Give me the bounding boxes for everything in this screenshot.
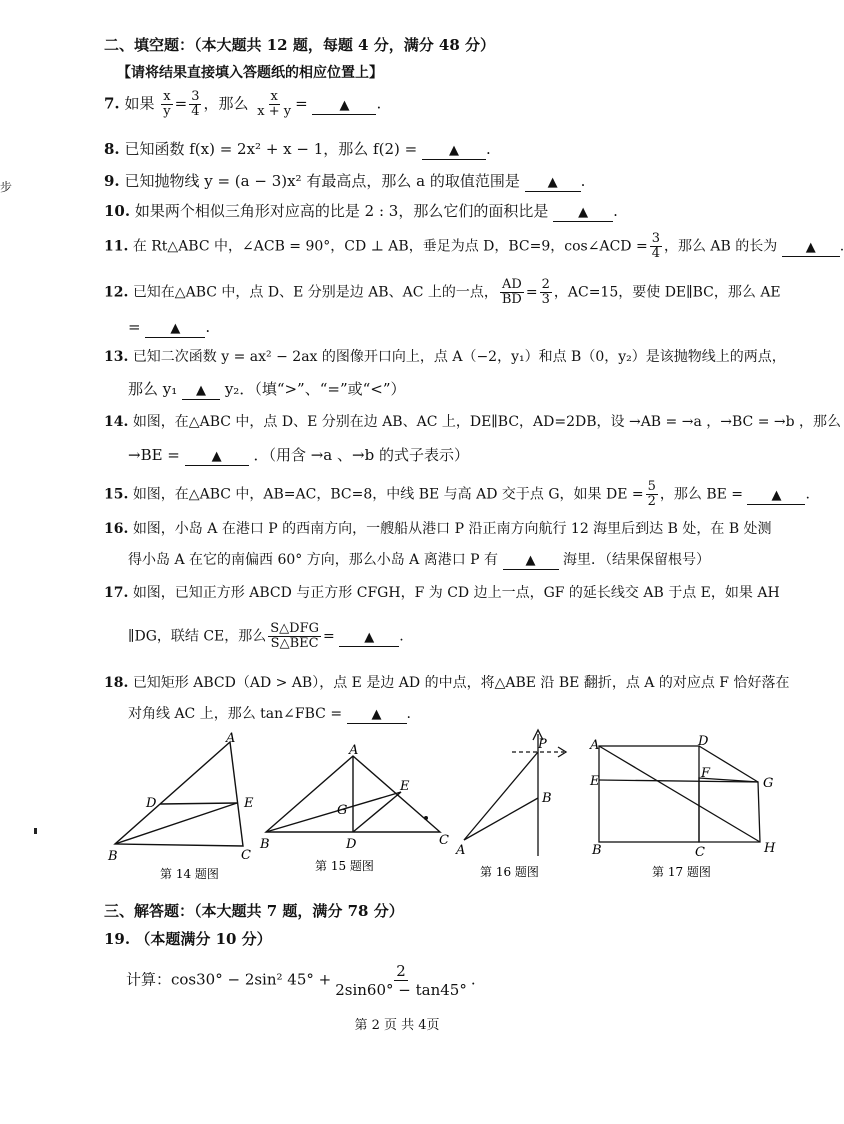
- question-10: 10. 如果两个相似三角形对应高的比是 2 : 3，那么它们的面积比是 ▲ .: [104, 202, 618, 220]
- question-9: 9. 已知抛物线 y = (a − 3)x² 有最高点，那么 a 的取值范围是 ▲ .: [104, 172, 586, 190]
- fig15-label-A: A: [349, 743, 359, 758]
- answer-blank-9[interactable]: ▲: [525, 173, 581, 192]
- fraction-3-over-4: $\frac{3}{4}$: [191, 89, 200, 119]
- figure-16: [452, 722, 572, 882]
- answer-blank-10[interactable]: ▲: [553, 203, 613, 222]
- figure-14: [105, 728, 265, 884]
- fig15-label-C: C: [439, 833, 449, 848]
- fraction-x-over-x-plus-y: $\frac{x}{x + y}$: [257, 89, 292, 119]
- scan-mark: [34, 828, 37, 834]
- fig16-label-B: B: [542, 791, 552, 806]
- question-12-line2: = ▲ .: [128, 318, 211, 336]
- question-11: 11. 在 Rt△ABC 中，∠ACB = 90°，CD ⊥ AB，垂足为点 D，BC=9，cos∠ACD = $\frac{3}{4}$ ，那么 AB 的长为 ▲ .: [104, 231, 844, 261]
- fig14-caption: 第 14 题图: [160, 867, 219, 881]
- answer-blank-13[interactable]: ▲: [182, 381, 220, 400]
- fig17-label-H: H: [764, 841, 776, 856]
- question-14: 14. 如图，在△ABC 中，点 D、E 分别在边 AB、AC 上，DE∥BC，AD=2DB，设 →AB = →a ，→BC = →b ，那么: [104, 414, 842, 430]
- question-18-line2: 对角线 AC 上，那么 tan∠FBC = ▲ .: [128, 706, 411, 722]
- fraction-2-over-3: $\frac{2}{3}$: [541, 277, 550, 307]
- question-17: 17. 如图，已知正方形 ABCD 与正方形 CFGH，F 为 CD 边上一点，GF 的延长线交 AB 于点 E，如果 AH: [104, 585, 780, 601]
- fig17-label-F: F: [701, 766, 711, 781]
- question-19-header: 19. （本题满分 10 分）: [104, 930, 272, 948]
- fig14-label-A: A: [226, 731, 236, 746]
- answer-blank-18[interactable]: ▲: [347, 706, 407, 724]
- section-instruction: 【请将结果直接填入答题纸的相应位置上】: [117, 65, 383, 81]
- fraction-ad-over-bd: $\frac{AD}{BD}$: [501, 277, 522, 307]
- question-15: 15. 如图，在△ABC 中，AB=AC，BC=8，中线 BE 与高 AD 交于点 G，如果 DE = $\frac{5}{2}$ ，那么 BE = ▲ .: [104, 479, 810, 509]
- answer-blank-7[interactable]: ▲: [312, 96, 376, 115]
- fig17-label-E: E: [590, 774, 600, 789]
- section-title-solve: 三、解答题：（本大题共 7 题，满分 78 分）: [104, 902, 404, 920]
- fig14-label-E: E: [244, 796, 254, 811]
- answer-blank-14[interactable]: ▲: [185, 447, 249, 466]
- fraction-q19: $\frac{2}{2\sin 60^\circ - \tan 45^\circ}$: [335, 962, 467, 999]
- fig15-label-G: G: [337, 803, 348, 818]
- fig16-label-A: A: [456, 843, 466, 858]
- fig14-label-D: D: [146, 796, 157, 811]
- margin-mark: 步: [0, 180, 13, 194]
- section-title-fill-in: 二、填空题：（本大题共 12 题，每题 4 分，满分 48 分）: [104, 36, 496, 54]
- fraction-3-over-4-q11: $\frac{3}{4}$: [651, 231, 660, 261]
- answer-blank-15[interactable]: ▲: [747, 487, 805, 505]
- question-8: 8. 已知函数 f(x) = 2x² + x − 1，那么 f(2) = ▲ .: [104, 140, 491, 158]
- fig17-label-A: A: [590, 738, 600, 753]
- question-14-line2: →BE = ▲ ．（用含 →a 、→b 的式子表示）: [128, 446, 469, 464]
- answer-blank-17[interactable]: ▲: [339, 629, 399, 647]
- fraction-x-over-y: $\frac{x}{y}$: [163, 89, 171, 119]
- fig14-label-B: B: [108, 849, 118, 864]
- fig17-label-C: C: [695, 845, 705, 860]
- figure-17: [585, 730, 780, 882]
- page-footer: 第 2 页 共 4页: [354, 1018, 440, 1033]
- fig17-label-B: B: [592, 843, 602, 858]
- question-12: 12. 已知在△ABC 中，点 D、E 分别是边 AB、AC 上的一点， $\frac{AD}{BD}$ = $\frac{2}{3}$ ，AC=15，要使 DE∥BC，那么 AE: [104, 277, 781, 307]
- figure-15: [258, 740, 458, 882]
- fig15-caption: 第 15 题图: [315, 859, 374, 873]
- question-16: 16. 如图，小岛 A 在港口 P 的西南方向，一艘船从港口 P 沿正南方向航行 12 海里后到达 B 处，在 B 处测: [104, 521, 772, 537]
- fraction-area-ratio: $\frac{\text{S△DFG}}{\text{S△BEC}}$: [270, 621, 319, 651]
- fig15-label-D: D: [346, 837, 357, 852]
- answer-blank-16[interactable]: ▲: [503, 552, 559, 570]
- fig15-label-E: E: [400, 779, 410, 794]
- answer-blank-8[interactable]: ▲: [422, 141, 486, 160]
- question-17-line2: ∥DG，联结 CE，那么 $\frac{\text{S△DFG}}{\text{S△BEC}}$ = ▲ .: [128, 621, 404, 651]
- answer-blank-11[interactable]: ▲: [782, 239, 840, 257]
- fig17-label-D: D: [698, 734, 709, 749]
- fig14-label-C: C: [241, 848, 251, 863]
- question-19-expression: 计算：cos30° − 2sin² 45° + $\frac{2}{2\sin 60^\circ - \tan 45^\circ}$ .: [126, 962, 476, 999]
- fig15-label-B: B: [260, 837, 270, 852]
- question-7: 7. 如果 $\frac{x}{y}$ = $\frac{3}{4}$ ，那么 $\frac{x}{x + y}$ = ▲ .: [104, 89, 382, 119]
- question-16-line2: 得小岛 A 在它的南偏西 60° 方向，那么小岛 A 离港口 P 有 ▲ 海里．（结果保留根号）: [128, 552, 710, 568]
- fig16-caption: 第 16 题图: [480, 865, 539, 879]
- question-13: 13. 已知二次函数 y = ax² − 2ax 的图像开口向上，点 A（−2，y₁）和点 B（0，y₂）是该抛物线上的两点，: [104, 349, 786, 365]
- fig16-label-P: P: [538, 737, 547, 752]
- fig17-label-G: G: [763, 776, 774, 791]
- fraction-5-over-2: $\frac{5}{2}$: [647, 479, 656, 509]
- answer-blank-12[interactable]: ▲: [145, 319, 205, 338]
- fig17-caption: 第 17 题图: [652, 865, 711, 879]
- question-18: 18. 已知矩形 ABCD（AD > AB），点 E 是边 AD 的中点，将△ABE 沿 BE 翻折，点 A 的对应点 F 恰好落在: [104, 675, 790, 691]
- question-13-line2: 那么 y₁ ▲ y₂．（填“>”、“=”或“<”）: [128, 380, 406, 398]
